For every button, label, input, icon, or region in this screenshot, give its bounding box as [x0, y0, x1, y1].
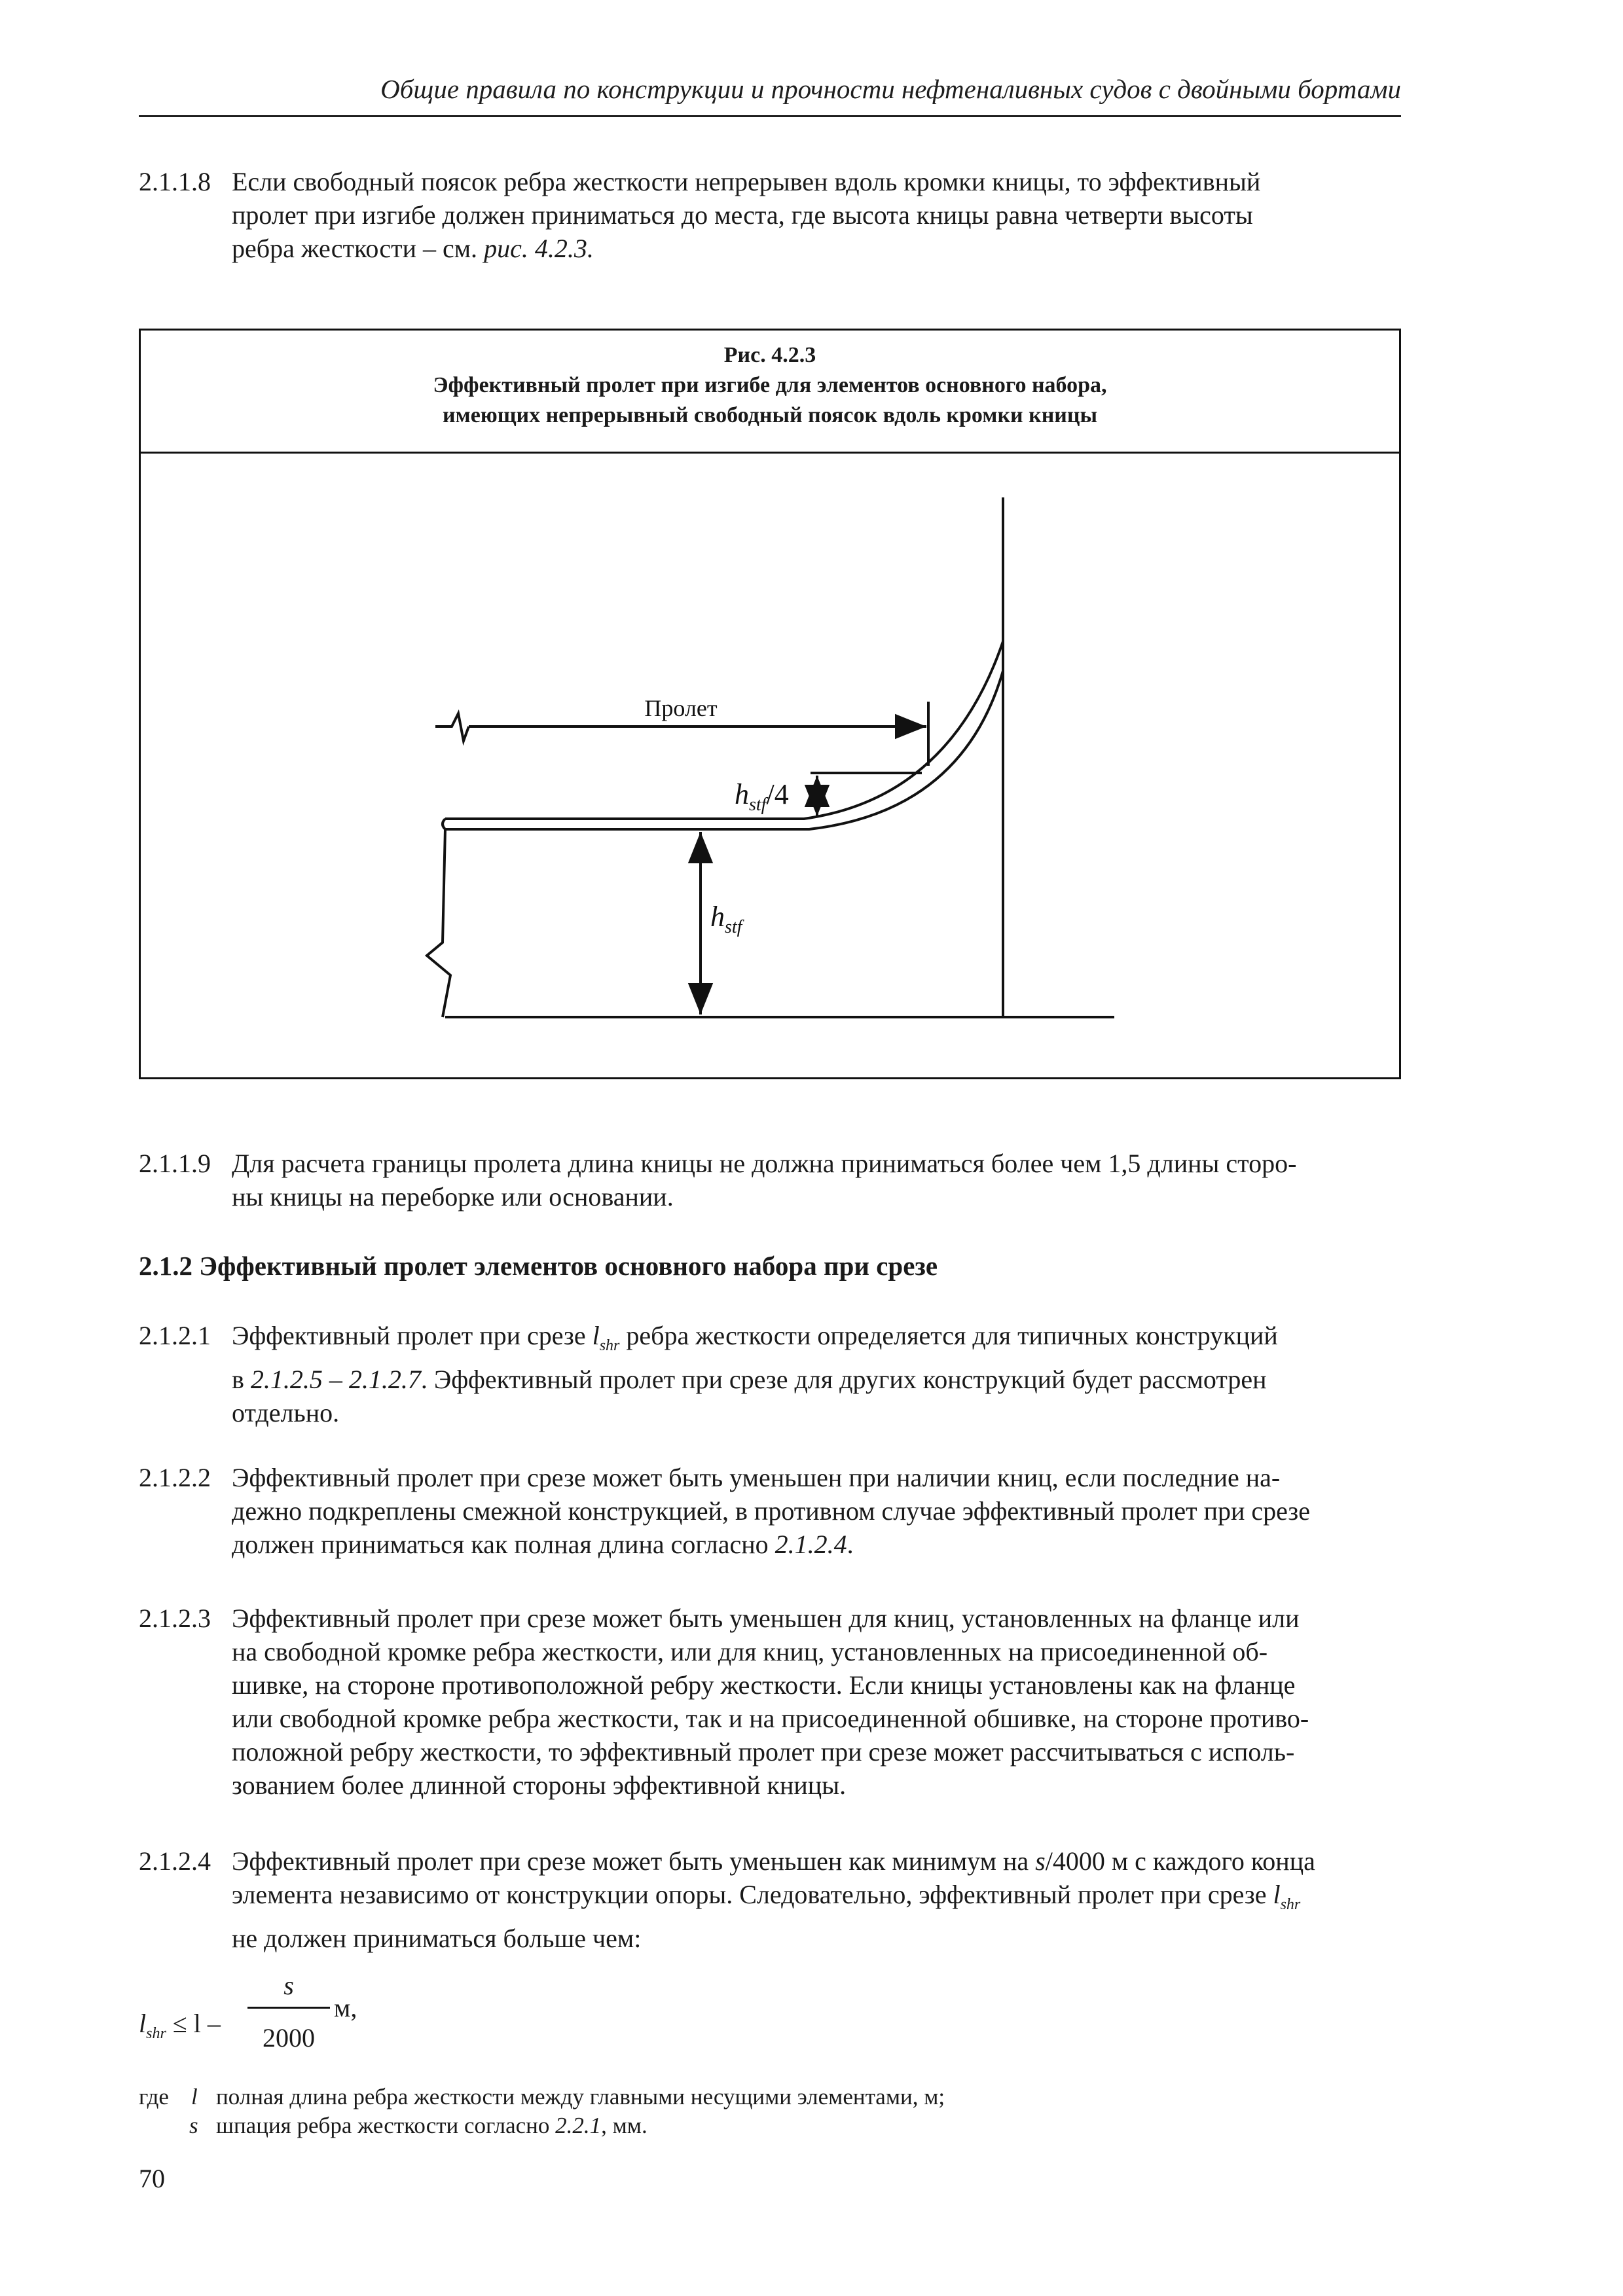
paragraph-line: [139, 1878, 1401, 1922]
clause-reference: 2.2.1: [555, 2113, 602, 2138]
paragraph-number: 2.1.2.2: [139, 1463, 211, 1492]
figure-caption-line: Эффективный пролет при изгибе для элементов основного набора,: [433, 373, 1107, 397]
formula-lhs: [139, 2008, 221, 2043]
figure-number: Рис. 4.2.3: [723, 343, 816, 367]
flange-bottom: [445, 671, 1003, 829]
text-run: Эффективный пролет при срезе может быть уменьшен как минимум на: [232, 1846, 1036, 1876]
paragraph-line: или свободной кромке ребра жесткости, так и на присоединенной обшивке, на стороне противо-: [232, 1704, 1309, 1733]
formula-denominator: 2000: [263, 2023, 315, 2053]
symbol-subscript: shr: [599, 1337, 620, 1354]
paragraph-line: [139, 1844, 1401, 1878]
symbol-s: s: [1035, 1846, 1046, 1876]
paragraph-line: пролет при изгибе должен приниматься до места, где высота кницы равна четверти высоты: [232, 200, 1253, 230]
paragraph-line: [139, 1319, 1401, 1363]
clause-reference: 2.1.2.5 – 2.1.2.7: [250, 1365, 421, 1394]
paragraph-number: 2.1.2.1: [139, 1321, 211, 1350]
where-intro: где: [139, 2084, 169, 2109]
quarter-height-label: $h_{stf}/4$: [735, 778, 789, 815]
formula-numerator: s: [283, 1971, 294, 2000]
paragraph-line: отдельно.: [232, 1398, 340, 1427]
symbol-subscript: shr: [1280, 1896, 1301, 1913]
paragraph-2-1-2-2: [139, 1461, 1401, 1561]
symbol-l: l: [139, 2009, 147, 2038]
paragraph-line: Эффективный пролет при срезе может быть уменьшен при наличии книц, если последние на-: [232, 1463, 1281, 1492]
paragraph-line: Для расчета границы пролета длина кницы не должна приниматься более чем 1,5 длины сторо-: [232, 1149, 1297, 1178]
formula-unit: м,: [334, 1993, 357, 2022]
fraction-bar: [247, 2007, 330, 2009]
paragraph-line: Если свободный поясок ребра жесткости непрерывен вдоль кромки кницы, то эффективный: [232, 167, 1261, 196]
symbol-subscript: shr: [146, 2025, 166, 2042]
text-run: /4000 м с каждого конца: [1045, 1846, 1315, 1876]
stiffener-height-label: $h_{stf}$: [710, 901, 742, 937]
paragraph-line: не должен приниматься больше чем:: [232, 1924, 642, 1953]
section-heading: 2.1.2 Эффективный пролет элементов основного набора при срезе: [139, 1251, 938, 1281]
figure-reference: рис. 4.2.3.: [484, 234, 594, 263]
paragraph-line: шивке, на стороне противоположной ребру жесткости. Если кницы установлены как на фланце: [232, 1670, 1296, 1700]
flange-end-cap: [443, 819, 445, 829]
page-number: 70: [139, 2164, 165, 2193]
paragraph-2-1-1-9: [139, 1147, 1401, 1213]
symbol-l: l: [592, 1321, 600, 1350]
span-break-symbol: [435, 713, 469, 741]
where-symbol-l: l: [191, 2084, 198, 2109]
paragraph-line: ны кницы на переборке или основании.: [232, 1182, 674, 1211]
running-header: Общие правила по конструкции и прочности нефтеналивных судов с двойными бортами: [380, 74, 1401, 104]
paragraph-line: на свободной кромке ребра жесткости, или для книц, установленных на присоединенной об-: [232, 1637, 1268, 1666]
text-run: элемента независимо от конструкции опоры. Следовательно, эффективный пролет при срезе: [232, 1880, 1273, 1909]
text-run: . Эффективный пролет при срезе для других конструкций будет рассмотрен: [420, 1365, 1267, 1394]
paragraph-line: дежно подкреплены смежной конструкцией, в противном случае эффективный пролет при срезе: [232, 1496, 1310, 1526]
where-symbol-s: s: [189, 2113, 198, 2138]
paragraph-line: Эффективный пролет при срезе может быть уменьшен для книц, установленных на фланце или: [232, 1604, 1300, 1633]
text-run: ребра жесткости определяется для типичных конструкций: [619, 1321, 1278, 1350]
paragraph-number: 2.1.2.3: [139, 1604, 211, 1633]
span-label: Пролет: [644, 695, 718, 721]
clause-reference: 2.1.2.4: [775, 1530, 847, 1559]
paragraph-line: положной ребру жесткости, то эффективный пролет при срезе может рассчитываться с исполь-: [232, 1737, 1295, 1767]
text-run: ребра жесткости – см.: [232, 234, 484, 263]
paragraph-line: [139, 1363, 1401, 1396]
paragraph-2-1-2-1: [139, 1319, 1401, 1429]
paragraph-line: [139, 1528, 1401, 1561]
paragraph-number: 2.1.1.9: [139, 1149, 211, 1178]
text-run: Эффективный пролет при срезе: [232, 1321, 593, 1350]
bracket-diagram: [0, 0, 1623, 1086]
paragraph-number: 2.1.1.8: [139, 167, 211, 196]
formula-relation: ≤ l –: [172, 2009, 221, 2038]
paragraph-2-1-2-4: [139, 1844, 1401, 1955]
paragraph-2-1-2-3: [139, 1602, 1401, 1802]
break-line: [427, 829, 450, 1017]
where-definition-s: [216, 2113, 647, 2139]
paragraph-number: 2.1.2.4: [139, 1846, 211, 1876]
text-run: , мм.: [601, 2113, 647, 2138]
where-definition-l: полная длина ребра жесткости между главными несущими элементами, м;: [216, 2084, 945, 2109]
text-run: должен приниматься как полная длина согласно: [232, 1530, 775, 1559]
symbol-l: l: [1273, 1880, 1281, 1909]
text-run: в: [232, 1365, 251, 1394]
figure-caption-line: имеющих непрерывный свободный поясок вдоль кромки кницы: [442, 403, 1098, 427]
text-run: .: [847, 1530, 854, 1559]
text-run: шпация ребра жесткости согласно: [216, 2113, 556, 2138]
paragraph-line: зованием более длинной стороны эффективной кницы.: [232, 1770, 847, 1800]
